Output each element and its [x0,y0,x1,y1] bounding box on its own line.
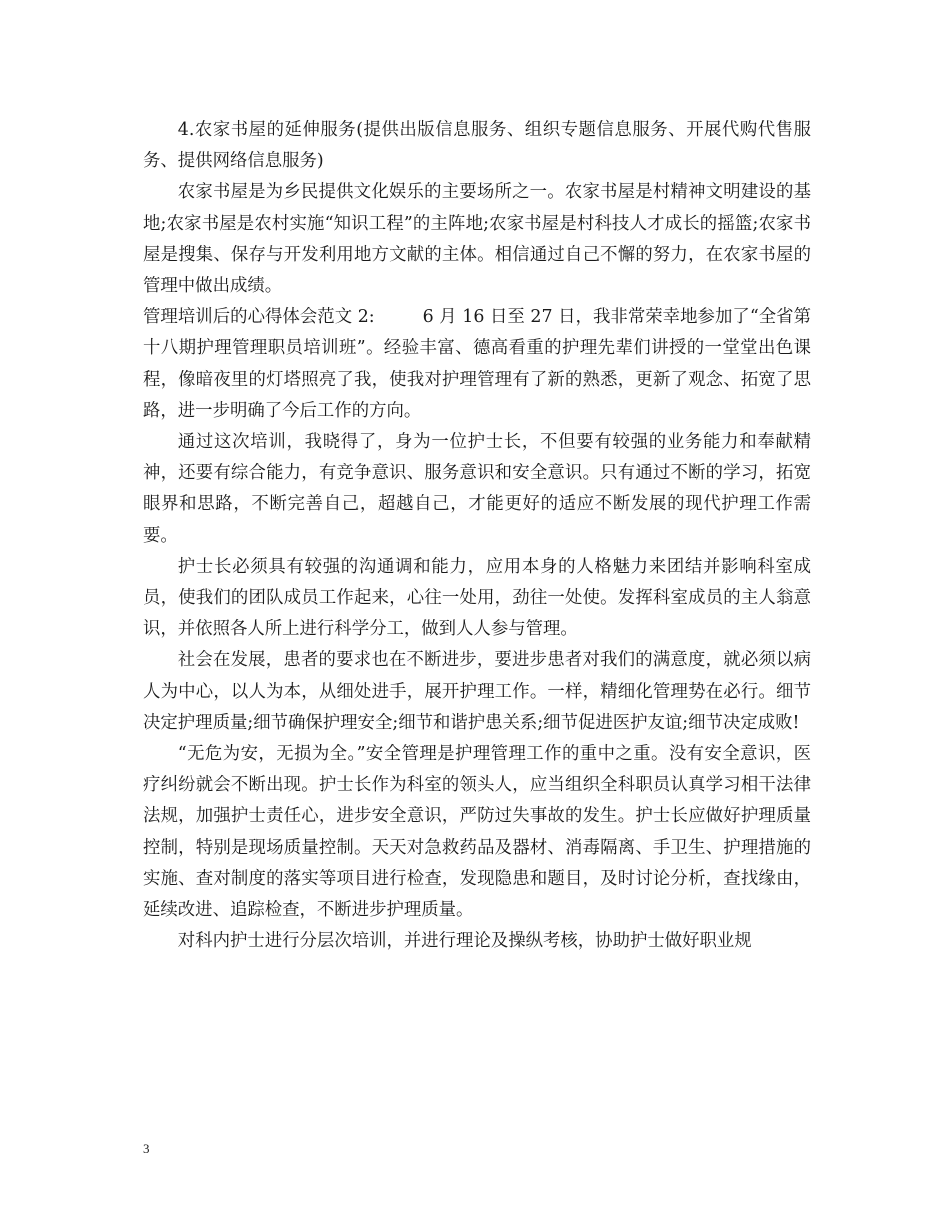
training-intro-text: 6 月 16 日至 27 日，我非常荣幸地参加了“全省第十八期护理管理职员培训班”。经验丰富、德高看重的护理先辈们讲授的一堂堂出色课程，像暗夜里的灯塔照亮了我，使我对护理管理有了新的熟悉，更新了观念、拓宽了思路，进一步明确了今后工作的方向。 [143,307,812,421]
paragraph-training-intro [143,302,811,427]
paragraph-safety-management: “无危为安，无损为全。”安全管理是护理管理工作的重中之重。没有安全意识，医疗纠纷就会不断出现。护士长作为科室的领头人，应当组织全科职员认真学习相干法律法规，加强护士责任心，进步安全意识，严防过失事故的发生。护士长应做好护理质量控制，特别是现场质量控制。天天对急救药品及器材、消毒隔离、手卫生、护理措施的实施、查对制度的落实等项目进行检查，发现隐患和题目，及时讨论分析，查找缘由，延续改进、追踪检查，不断进步护理质量。 [143,744,811,921]
section-heading: 管理培训后的心得体会范文 2: [143,307,375,328]
paragraph-head-nurse-abilities: 通过这次培训，我晓得了，身为一位护士长，不但要有较强的业务能力和奉献精神，还要有综合能力，有竞争意识、服务意识和安全意识。只有通过不断的学习，拓宽眼界和思路，不断完善自己，超越自己，才能更好的适应不断发展的现代护理工作需要。 [143,432,811,546]
paragraph-communication: 护士长必须具有较强的沟通调和能力，应用本身的人格魅力来团结并影响科室成员，使我们的团队成员工作起来，心往一处用，劲往一处使。发挥科室成员的主人翁意识，并依照各人所上进行科学分工，做到人人参与管理。 [143,556,811,640]
document-body [143,115,811,957]
paragraph-training-levels: 对科内护士进行分层次培训，并进行理论及操纵考核，协助护士做好职业规 [177,931,752,952]
paragraph-extension-services: 4.农家书屋的延伸服务(提供出版信息服务、组织专题信息服务、开展代购代售服务、提供网络信息服务) [143,120,811,172]
page-number: 3 [143,1141,150,1156]
paragraph-patient-centered: 社会在发展，患者的要求也在不断进步，要进步患者对我们的满意度，就必须以病人为中心，以人为本，从细处进手，展开护理工作。一样，精细化管理势在必行。细节决定护理质量;细节确保护理安全;细节和谐护患关系;细节促进医护友谊;细节决定成败! [143,650,811,733]
paragraph-farmhouse-library: 农家书屋是为乡民提供文化娱乐的主要场所之一。农家书屋是村精神文明建设的基地;农家书屋是农村实施“知识工程”的主阵地;农家书屋是村科技人才成长的摇篮;农家书屋是搜集、保存与开发利用地方文献的主体。相信通过自己不懈的努力，在农家书屋的管理中做出成绩。 [143,182,811,297]
